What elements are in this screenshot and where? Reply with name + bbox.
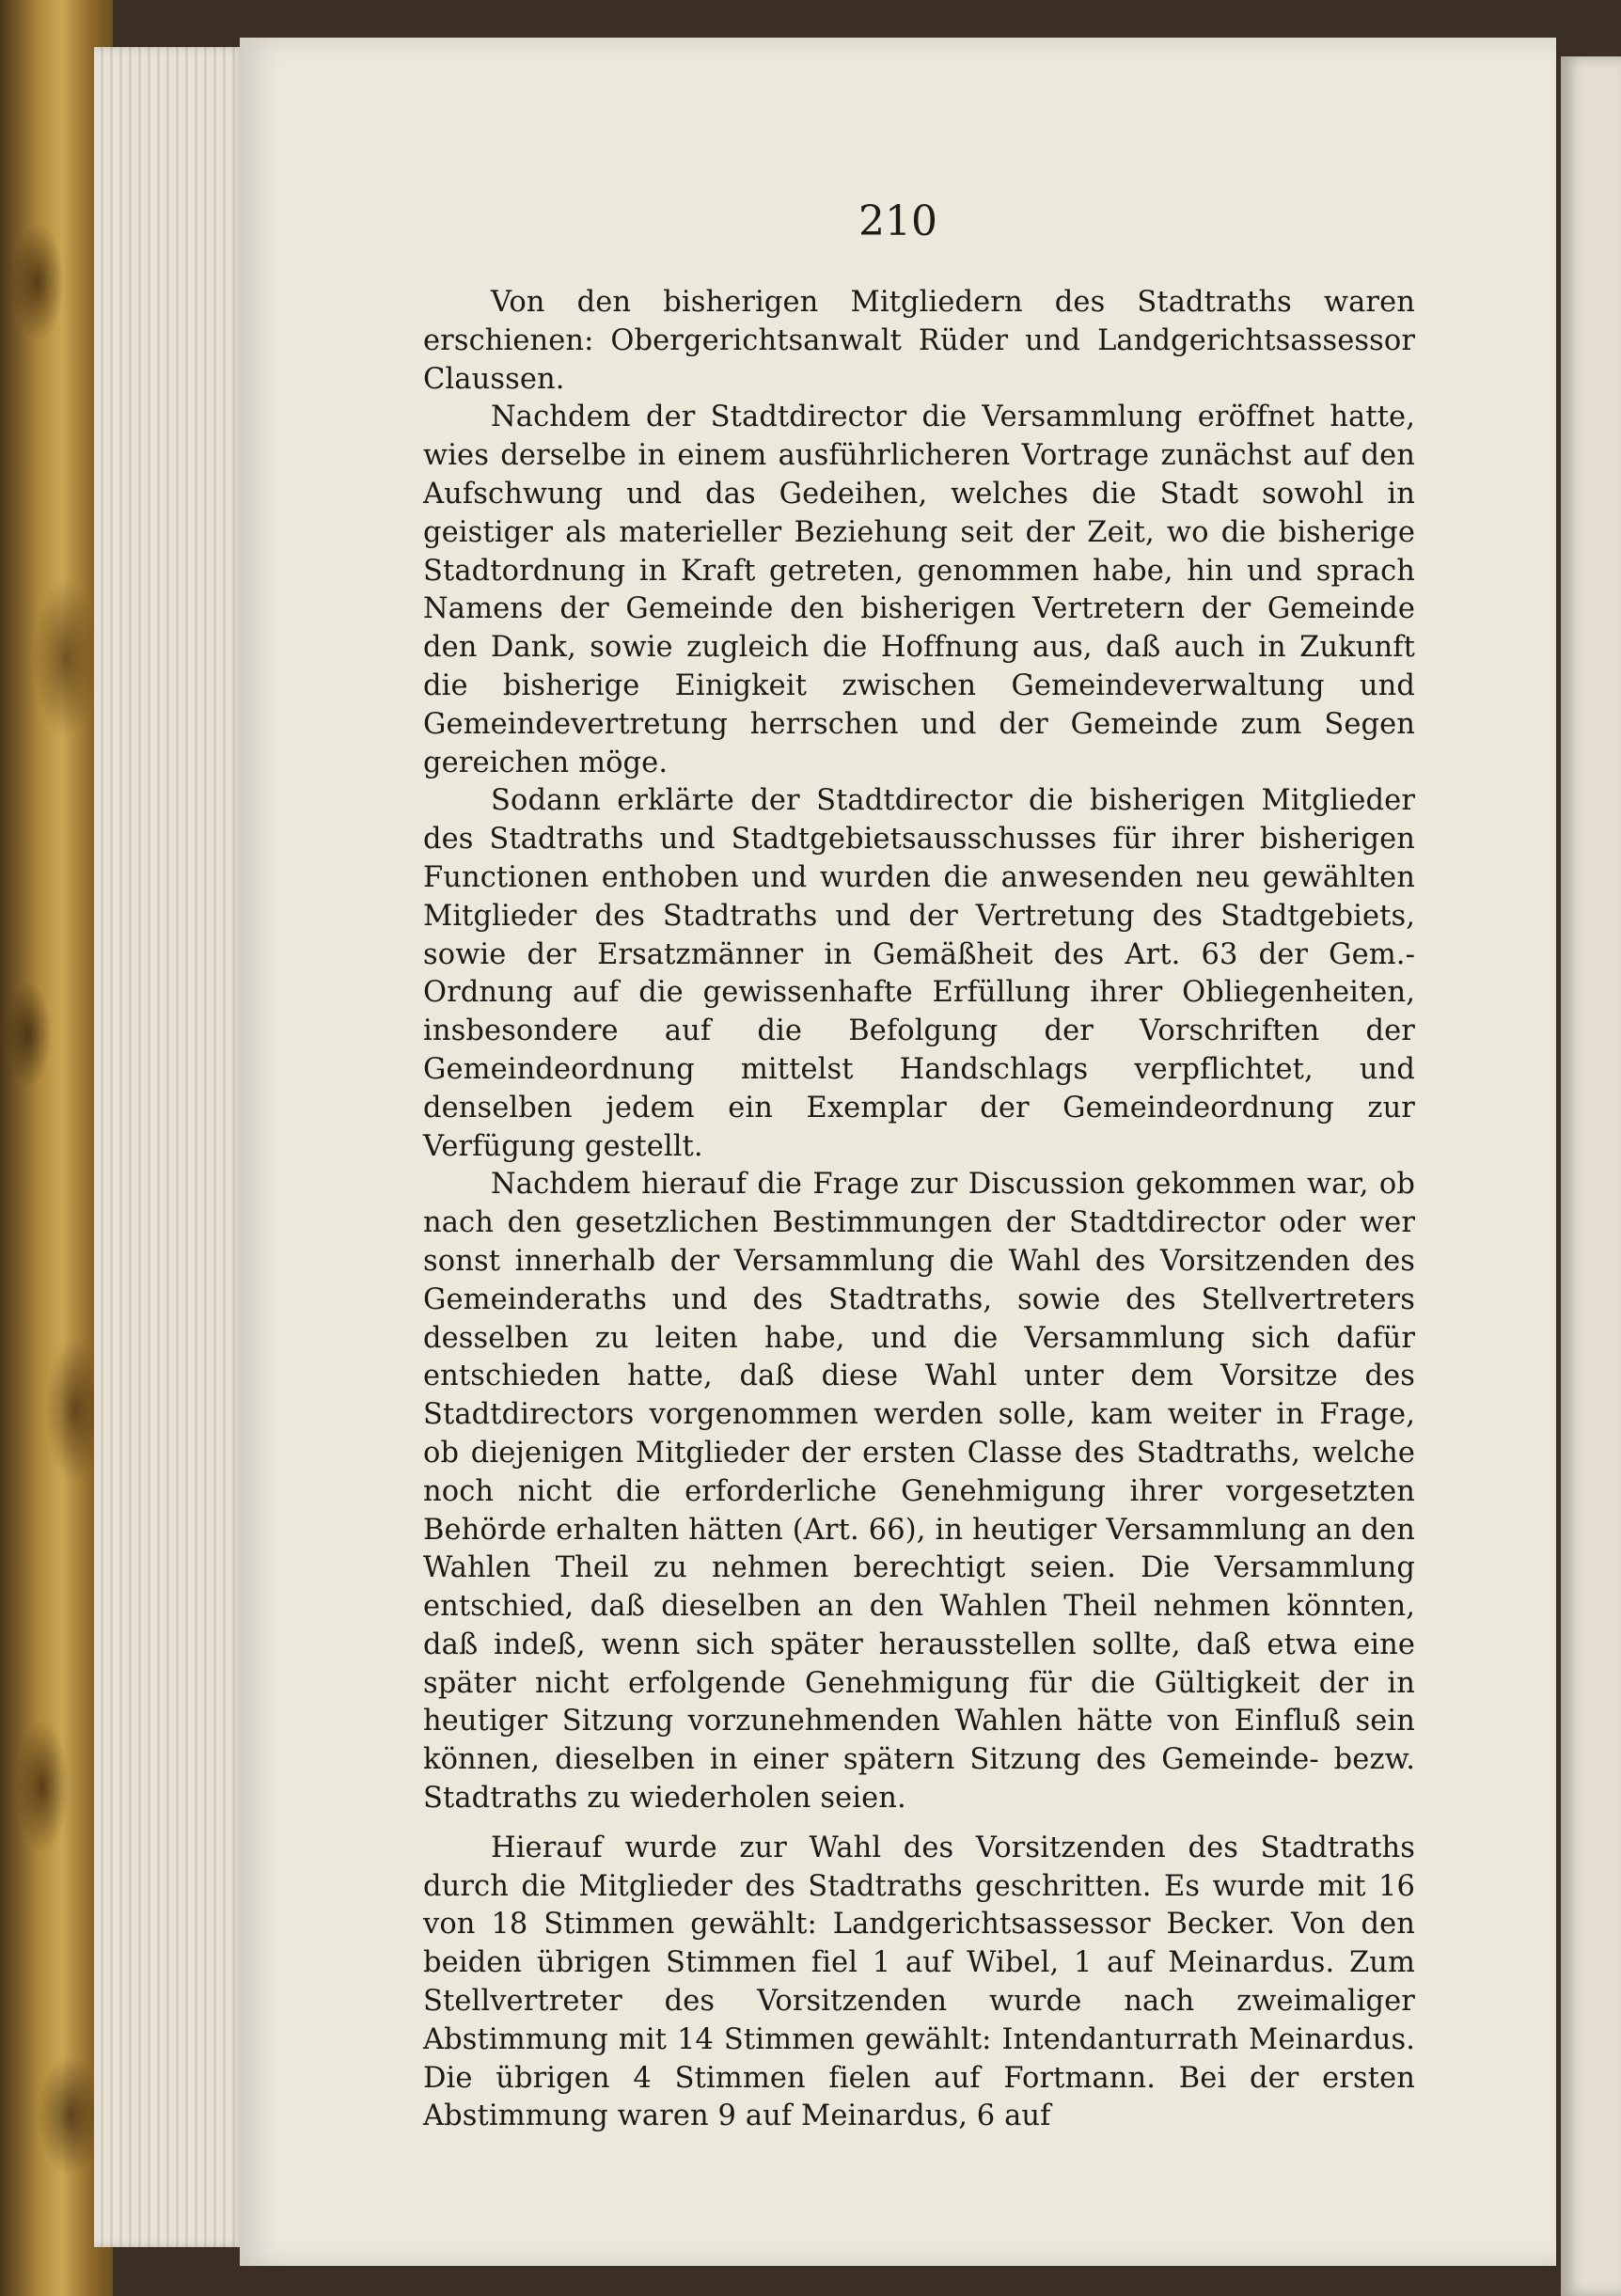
page-body (423, 284, 1415, 2136)
paragraph-2: Nachdem der Stadtdirector die Versammlung eröffnet hatte, wies derselbe in einem ausführlicheren Vortrage zunächst auf den Aufschwung und das Gedeihen, welches die Stadt sowohl in geistiger als materieller Beziehung seit der Zeit, wo die bisherige Stadtordnung in Kraft getreten, genommen habe, hin und sprach Namens der Gemeinde den bisherigen Vertretern der Gemeinde den Dank, sowie zugleich die Hoffnung aus, daß auch in Zukunft die bisherige Einigkeit zwischen Gemeindeverwaltung und Gemeindevertretung herrschen und der Gemeinde zum Segen gereichen möge. (423, 401, 1415, 779)
paragraph-5: Hierauf wurde zur Wahl des Vorsitzenden des Stadtraths durch die Mitglieder des Stadtraths geschritten. Es wurde mit 16 von 18 Stimmen gewählt: Landgerichtsassessor Becker. Von den beiden übrigen Stimmen fiel 1 auf Wibel, 1 auf Meinardus. Zum Stellvertreter des Vorsitzenden wurde nach zweimaliger Abstimmung mit 14 Stimmen gewählt: Intendanturrath Meinardus. Die übrigen 4 Stimmen fielen auf Fortmann. Bei der ersten Abstimmung waren 9 auf Meinardus, 6 auf (423, 1831, 1415, 2133)
page-stack-edge (94, 47, 244, 2247)
paragraph-4: Nachdem hierauf die Frage zur Discussion gekommen war, ob nach den gesetzlichen Bestimmungen der Stadtdirector oder wer sonst innerhalb der Versammlung die Wahl des Vorsitzenden des Gemeinderaths und des Stadtraths, sowie des Stellvertreters desselben zu leiten habe, und die Versammlung sich dafür entschieden hatte, daß diese Wahl unter dem Vorsitze des Stadtdirectors vorgenommen werden solle, kam weiter in Frage, ob diejenigen Mitglieder der ersten Classe des Stadtraths, welche noch nicht die erforderliche Genehmigung ihrer vorgesetzten Behörde erhalten hätten (Art. 66), in heutiger Versammlung an den Wahlen Theil zu nehmen berechtigt seien. Die Versammlung entschied, daß dieselben an den Wahlen Theil nehmen könnten, daß indeß, wenn sich später herausstellen sollte, daß etwa eine später nicht erfolgende Genehmigung für die Gültigkeit der in heutiger Sitzung vorzunehmenden Wahlen hätte von Einfluß sein können, dieselben in einer spätern Sitzung des Gemeinde- bezw. Stadtraths zu wiederholen seien. (423, 1168, 1415, 1816)
page-number: 210 (858, 197, 937, 245)
paragraph-1: Von den bisherigen Mitgliedern des Stadtraths waren erschienen: Obergerichtsanwalt Rüder und Landgerichtsassessor Claussen. (423, 286, 1415, 396)
paragraph-3: Sodann erklärte der Stadtdirector die bisherigen Mitglieder des Stadtraths und Stadtgebietsausschusses für ihrer bisherigen Functionen enthoben und wurden die anwesenden neu gewählten Mitglieder des Stadtraths und der Vertretung des Stadtgebiets, sowie der Ersatzmänner in Gemäßheit des Art. 63 der Gem.-Ordnung auf die gewissenhafte Erfüllung ihrer Obliegenheiten, insbesondere auf die Befolgung der Vorschriften der Gemeindeordnung mittelst Handschlags verpflichtet, und denselben jedem ein Exemplar der Gemeindeordnung zur Verfügung gestellt. (423, 784, 1415, 1163)
facing-page-edge (1561, 56, 1621, 2296)
